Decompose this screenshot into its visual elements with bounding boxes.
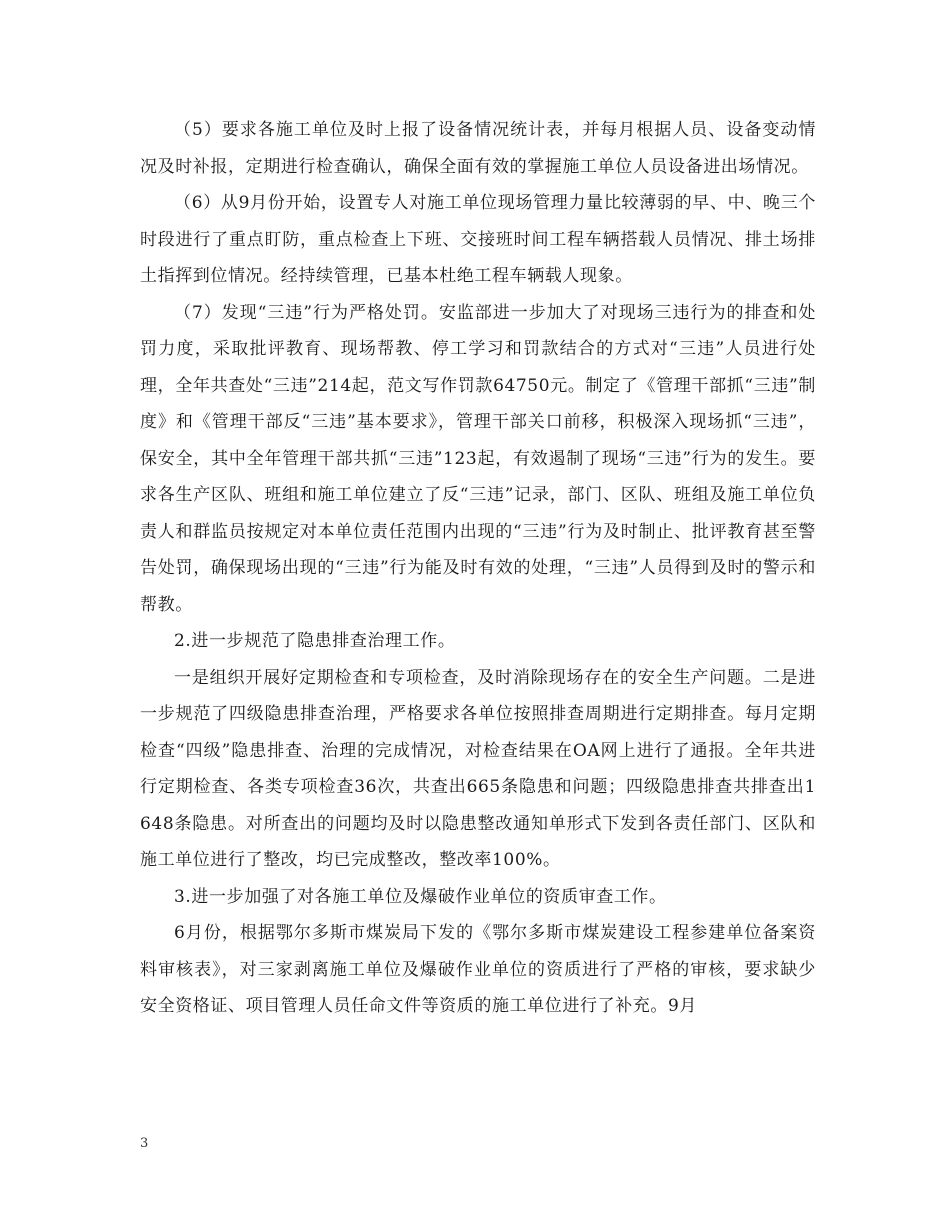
page-number: 3 (140, 1136, 149, 1151)
section-heading-hazard-inspection: 2.进一步规范了隐患排查治理工作。 (174, 631, 456, 651)
body-text (140, 112, 816, 1025)
paragraph-qualification-review: 6月份，根据鄂尔多斯市煤炭局下发的《鄂尔多斯市煤炭建设工程参建单位备案资料审核表》，对三家剥离施工单位及爆破作业单位的资质进行了严格的审核，要求缺少安全资格证、项目管理人员任命文件等资质的施工单位进行了补充。9月 (140, 923, 816, 1016)
paragraph-equipment-statistics: （5）要求各施工单位及时上报了设备情况统计表，并每月根据人员、设备变动情况及时补报，定期进行检查确认，确保全面有效的掌握施工单位人员设备进出场情况。 (140, 120, 816, 177)
paragraph-three-violations: （7）发现“三违”行为严格处罚。安监部进一步加大了对现场三违行为的排查和处罚力度，采取批评教育、现场帮教、停工学习和罚款结合的方式对“三违”人员进行处理，全年共查处“三违”214起，范文写作罚款64750元。制定了《管理干部抓“三违”制度》和《管理干部反“三违”基本要求》，管理干部关口前移，积极深入现场抓“三违”，保安全，其中全年管理干部共抓“三违”123起，有效遏制了现场“三违”行为的发生。要求各生产区队、班组和施工单位建立了反“三违”记录，部门、区队、班组及施工单位负责人和群监员按规定对本单位责任范围内出现的“三违”行为及时制止、批评教育甚至警告处罚，确保现场出现的“三违”行为能及时有效的处理，“三违”人员得到及时的警示和帮教。 (140, 302, 816, 615)
paragraph-key-monitoring: （6）从9月份开始，设置专人对施工单位现场管理力量比较薄弱的早、中、晚三个时段进行了重点盯防，重点检查上下班、交接班时间工程车辆搭载人员情况、排土场排土指挥到位情况。经持续管理，已基本杜绝工程车辆载人现象。 (140, 193, 816, 286)
paragraph-hazard-inspection: 一是组织开展好定期检查和专项检查，及时消除现场存在的安全生产问题。二是进一步规范了四级隐患排查治理，严格要求各单位按照排查周期进行定期排查。每月定期检查“四级”隐患排查、治理的完成情况，对检查结果在OA网上进行了通报。全年共进行定期检查、各类专项检查36次，共查出665条隐患和问题；四级隐患排查共排查出1648条隐患。对所查出的问题均及时以隐患整改通知单形式下发到各责任部门、区队和施工单位进行了整改，均已完成整改，整改率100%。 (140, 667, 816, 870)
section-heading-qualification-review: 3.进一步加强了对各施工单位及爆破作业单位的资质审查工作。 (174, 886, 667, 907)
